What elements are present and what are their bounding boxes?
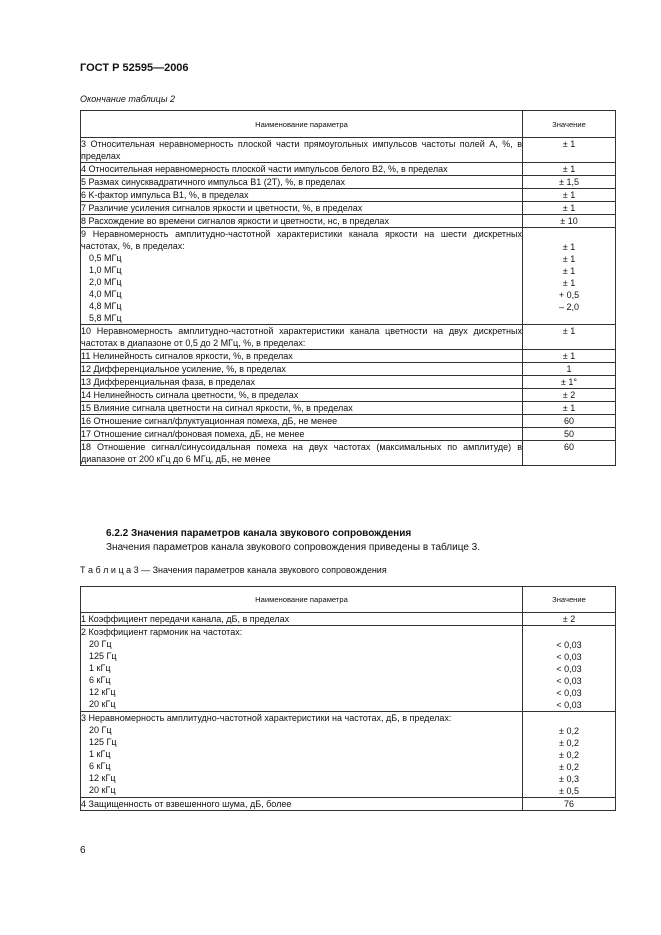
param-name: 13 Дифференциальная фаза, в пределах [81,377,256,387]
param-value-cell [523,376,616,389]
param-value: < 0,03 [556,664,582,674]
param-name: 2 Коэффициент гармоник на частотах: [81,627,243,637]
param-value-cell [523,798,616,811]
param-value: ± 0,2 [559,738,579,748]
param-name: 14 Нелинейность сигнала цветности, %, в пределах [81,390,299,400]
param-name: 1 Коэффициент передачи канала, дБ, в пределах [81,614,290,624]
param-name: 9 Неравномерность амплитудно-частотной характеристики канала яркости на шести дискретных частотах, %, в пределах: [81,229,522,251]
table-row [81,712,616,798]
param-subitem: 4,8 МГц [89,301,122,311]
table-row [81,189,616,202]
param-value-cell [523,163,616,176]
param-name-cell [81,376,523,389]
param-name: 8 Расхождение во времени сигналов яркости и цветности, нс, в пределах [81,216,389,226]
param-name-cell [81,441,523,466]
param-value-cell [523,138,616,163]
param-name-cell [81,189,523,202]
param-subitem: 20 Гц [89,725,112,735]
table2-header-value: Значение [523,111,616,138]
param-value: 1 [566,364,572,374]
table-row [81,798,616,811]
param-subitem: 2,0 МГц [89,277,122,287]
param-value: ± 0,3 [559,774,579,784]
param-value: ± 0,2 [559,750,579,760]
param-subitem: 12 кГц [89,773,116,783]
param-name-cell [81,402,523,415]
param-name-cell [81,798,523,811]
param-value: ± 1 [562,403,576,413]
table-row [81,350,616,363]
param-value-cell [523,415,616,428]
param-subitem: 20 кГц [89,785,116,795]
param-value-cell [523,428,616,441]
param-value: ± 1,5 [559,177,579,187]
table2 [80,110,616,466]
table-row [81,402,616,415]
param-value: ± 1 [562,190,576,200]
param-value: ± 1 [562,326,576,336]
param-name: 10 Неравномерность амплитудно-частотной характеристики канала цветности на двух дискретных частотах в диапазоне от 0,5 до 2 МГц, %, в пределах: [81,326,522,348]
param-subitem: 1 кГц [89,663,111,673]
param-subitem: 4,0 МГц [89,289,122,299]
param-name: 16 Отношение сигнал/флуктуационная помеха, дБ, не менее [81,416,338,426]
table-row [81,441,616,466]
section-text: Значения параметров канала звукового сопровождения приведены в таблице 3. [106,542,480,553]
table-row [81,138,616,163]
param-name: 12 Дифференциальное усиление, %, в пределах [81,364,286,374]
table3-caption: Т а б л и ц а 3 — Значения параметров канала звукового сопровождения [80,565,387,575]
param-value: ± 2 [562,390,576,400]
param-subitem: 5,8 МГц [89,313,122,323]
param-name: 11 Нелинейность сигналов яркости, %, в пределах [81,351,293,361]
param-value-cell [523,441,616,466]
table-row [81,415,616,428]
param-value: ± 1 [562,203,576,213]
table-row [81,626,616,712]
param-subitem: 125 Гц [89,737,117,747]
param-name: 3 Неравномерность амплитудно-частотной характеристики на частотах, дБ, в пределах: [81,713,452,723]
param-name-cell [81,363,523,376]
param-value-cell [523,389,616,402]
param-value-cell [523,350,616,363]
param-subitem: 125 Гц [89,651,117,661]
param-value: ± 1 [562,351,576,361]
param-subitem: 1 кГц [89,749,111,759]
param-value: < 0,03 [556,688,582,698]
param-subitem: 1,0 МГц [89,265,122,275]
param-value-cell [523,613,616,626]
param-value: < 0,03 [556,652,582,662]
param-name: 3 Относительная неравномерность плоской части прямоугольных импульсов частоты полей А, %, в пределах [81,139,522,161]
param-value-cell [523,176,616,189]
table-row [81,215,616,228]
table2-header-param: Наименование параметра [81,111,523,138]
table3-header-value: Значение [523,587,616,613]
param-value-cell [523,215,616,228]
table-row [81,176,616,189]
param-value: 50 [563,429,574,439]
param-value: < 0,03 [556,640,582,650]
param-value: 76 [563,799,574,809]
page-number: 6 [80,845,86,856]
param-name-cell [81,138,523,163]
table-row [81,428,616,441]
param-value: ± 1 [562,266,576,276]
param-subitem: 12 кГц [89,687,116,697]
param-name-cell [81,712,523,798]
param-name-cell [81,325,523,350]
table-row [81,389,616,402]
param-value-cell [523,228,616,325]
param-value-cell [523,402,616,415]
param-name-cell [81,350,523,363]
param-value-cell [523,202,616,215]
param-name: 7 Различие усиления сигналов яркости и цветности, %, в пределах [81,203,363,213]
document-header: ГОСТ Р 52595—2006 [80,62,189,74]
param-name: 5 Размах синусквадратичного импульса B1 (2T), %, в пределах [81,177,345,187]
param-value-cell [523,363,616,376]
param-value: ± 1° [560,377,578,387]
param-value-cell [523,626,616,712]
param-name: 4 Защищенность от взвешенного шума, дБ, более [81,799,292,809]
param-name-cell [81,228,523,325]
param-name: 6 K-фактор импульса B1, %, в пределах [81,190,249,200]
table-row [81,325,616,350]
param-value-cell [523,325,616,350]
param-subitem: 0,5 МГц [89,253,122,263]
param-name-cell [81,202,523,215]
param-value: ± 2 [562,614,576,624]
param-name: 18 Отношение сигнал/синусоидальная помеха на двух частотах (максимальных по амплитуде) в диапазоне от 200 кГц до 6 МГц, дБ, не менее [81,442,522,464]
param-value: ± 0,2 [559,762,579,772]
param-value: < 0,03 [556,700,582,710]
param-value: ± 0,2 [559,726,579,736]
param-value: < 0,03 [556,676,582,686]
table-row [81,376,616,389]
table3-header-param: Наименование параметра [81,587,523,613]
table2-caption: Окончание таблицы 2 [80,94,175,104]
param-subitem: 20 кГц [89,699,116,709]
param-name-cell [81,389,523,402]
param-name: 17 Отношение сигнал/фоновая помеха, дБ, не менее [81,429,305,439]
param-name: 15 Влияние сигнала цветности на сигнал яркости, %, в пределах [81,403,353,413]
param-value: ± 1 [562,242,576,252]
param-value-cell [523,712,616,798]
param-value: ± 0,5 [559,786,579,796]
param-value: 60 [563,442,574,452]
param-name-cell [81,613,523,626]
param-value: 60 [563,416,574,426]
param-value: + 0,5 [558,290,580,300]
param-value: – 2,0 [558,302,580,312]
param-subitem: 6 кГц [89,761,111,771]
table2-body [81,138,616,466]
table-row [81,363,616,376]
param-subitem: 6 кГц [89,675,111,685]
param-value: ± 10 [560,216,578,226]
table3 [80,586,616,811]
param-subitem: 20 Гц [89,639,112,649]
table-row [81,613,616,626]
param-value: ± 1 [562,164,576,174]
param-name: 4 Относительная неравномерность плоской части импульсов белого B2, %, в пределах [81,164,448,174]
param-value: ± 1 [562,278,576,288]
param-name-cell [81,215,523,228]
section-title: 6.2.2 Значения параметров канала звукового сопровождения [106,528,412,539]
table-row [81,163,616,176]
param-value: ± 1 [562,139,576,149]
table-row [81,228,616,325]
param-name-cell [81,428,523,441]
param-value: ± 1 [562,254,576,264]
param-name-cell [81,176,523,189]
param-name-cell [81,415,523,428]
table-row [81,202,616,215]
table3-body [81,613,616,811]
param-value-cell [523,189,616,202]
param-name-cell [81,626,523,712]
param-name-cell [81,163,523,176]
